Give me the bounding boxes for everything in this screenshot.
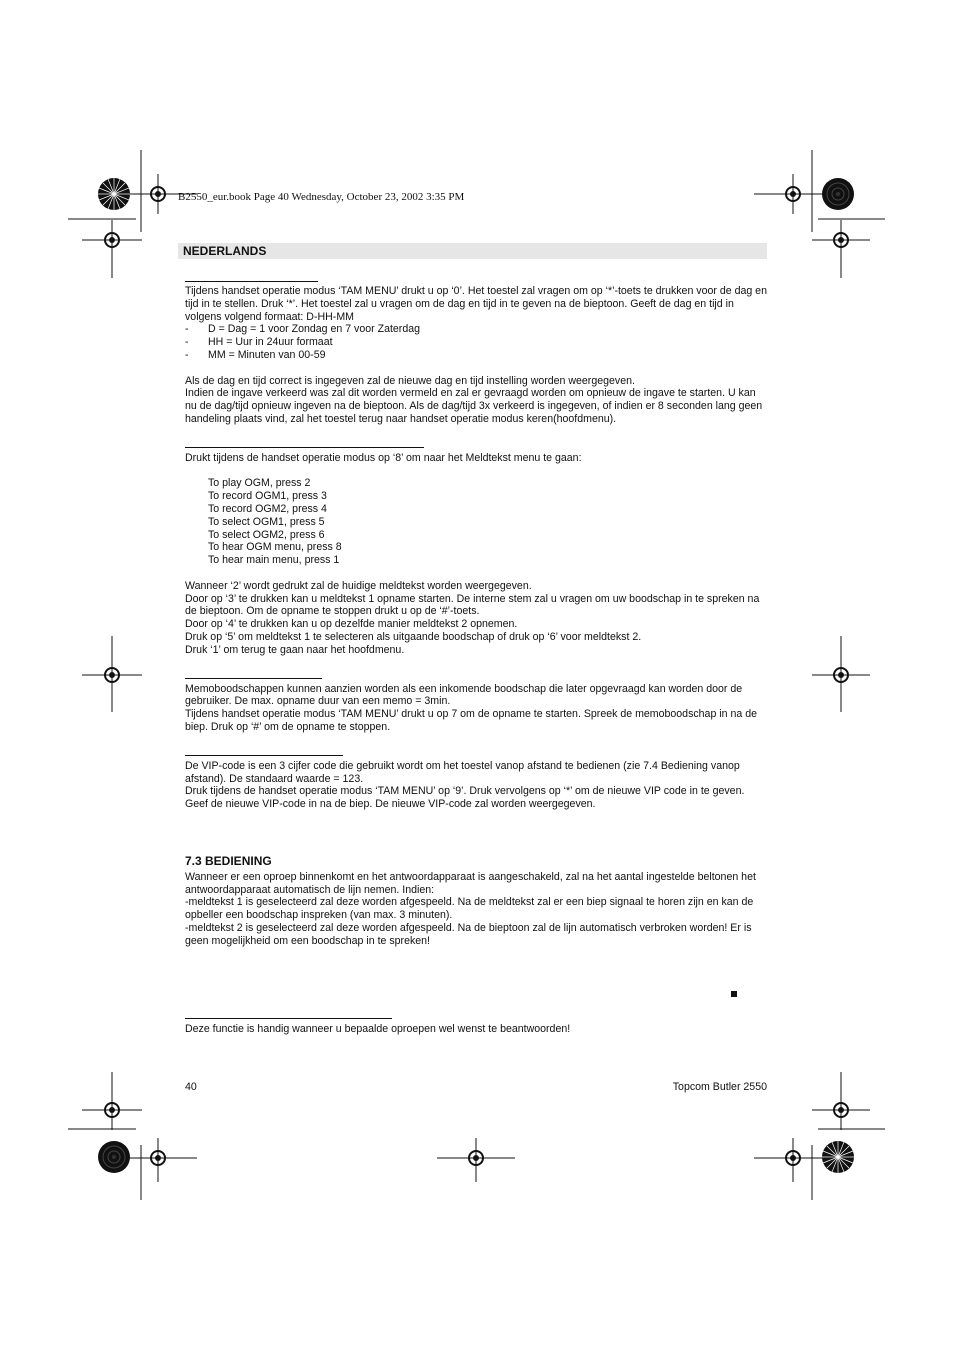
- ogm-paragraph: Door op ‘3’ te drukken kan u meldtekst 1 opname starten. De interne stem zal u vragen om uw boodschap in te spreken na de bieptoon. Om de opname te stoppen drukt u op de ‘#’-toets.: [185, 592, 760, 618]
- ogm-menu-item: To record OGM2, press 4: [208, 502, 327, 515]
- section-heading-bediening: 7.3 BEDIENING: [185, 853, 272, 868]
- section-end-marker: [731, 991, 737, 997]
- starburst-bottom-right: [821, 1140, 855, 1174]
- starburst-bottom-left: [97, 1140, 131, 1174]
- starburst-top-right: [821, 177, 855, 211]
- starburst-top-left: [97, 177, 131, 211]
- language-label: NEDERLANDS: [183, 244, 267, 258]
- page-body: [185, 272, 769, 1035]
- memo-paragraph: Tijdens handset operatie modus ‘TAM MENU’ drukt u op 7 om de opname te starten. Spreek de memoboodschap in na de biep. Druk op ‘#’ om de opname te stoppen.: [185, 708, 757, 733]
- list-item-text: D = Dag = 1 voor Zondag en 7 voor Zaterdag: [208, 323, 421, 336]
- section-rule-date-time: [185, 281, 318, 282]
- ogm-menu-item: To select OGM1, press 5: [208, 515, 325, 528]
- ogm-paragraph: Druk ‘1’ om terug te gaan naar het hoofdmenu.: [185, 643, 405, 656]
- vip-paragraph: Druk tijdens de handset operatie modus ‘TAM MENU’ op ‘9’. Druk vervolgens op ‘*’ om de nieuwe VIP code in te geven. Geef de nieuwe VIP-code in na de biep. De nieuwe VIP-code zal worden weergegeven.: [185, 785, 745, 811]
- print-header-file-info: B2550_eur.book Page 40 Wednesday, October 23, 2002 3:35 PM: [178, 191, 465, 203]
- ogm-menu-item: To play OGM, press 2: [208, 477, 311, 490]
- last-note: Deze functie is handig wanneer u bepaalde oproepen wel wenst te beantwoorden!: [185, 1022, 571, 1035]
- product-name: Topcom Butler 2550: [672, 1081, 767, 1093]
- ogm-paragraph: Druk op ‘5’ om meldtekst 1 te selecteren als uitgaande boodschap of druk op ‘6’ voor meldtekst 2.: [185, 630, 642, 643]
- ogm-intro: Drukt tijdens de handset operatie modus op ‘8’ om naar het Meldtekst menu te gaan:: [185, 451, 582, 464]
- ogm-menu-item: To select OGM2, press 6: [208, 528, 325, 541]
- section-rule-ogm: [185, 447, 424, 448]
- list-item-text: HH = Uur in 24uur formaat: [208, 336, 333, 349]
- ogm-menu-item: To record OGM1, press 3: [208, 490, 327, 503]
- bediening-paragraph: -meldtekst 2 is geselecteerd zal deze worden afgespeeld. Na de bieptoon zal de lijn automatisch verbroken worden! Er is geen mogelijkheid om een boodschap in te spreken!: [185, 922, 752, 947]
- section-rule-memo: [185, 678, 322, 679]
- ogm-menu-item: To hear OGM menu, press 8: [208, 541, 342, 554]
- bediening-paragraph: Wanneer er een oproep binnenkomt en het antwoordapparaat is aangeschakeld, zal na het aantal ingestelde beltonen het antwoordapparaat automatisch de lijn nemen. Indien:: [185, 870, 756, 896]
- section-rule-last: [185, 1018, 392, 1019]
- list-item: - MM = Minuten van 00-59: [185, 348, 326, 361]
- ogm-paragraph: Wanneer ‘2’ wordt gedrukt zal de huidige meldtekst worden weergegeven.: [185, 579, 532, 592]
- ogm-menu-item: To hear main menu, press 1: [208, 554, 340, 567]
- date-time-confirm-paragraph: Als de dag en tijd correct is ingegeven zal de nieuwe dag en tijd instelling worden weergegeven.: [185, 374, 635, 387]
- memo-paragraph: Memoboodschappen kunnen aanzien worden als een inkomende boodschap die later opgevraagd kan worden door de gebruiker. De max. opname duur van een memo = 3min.: [185, 682, 743, 708]
- date-time-paragraph: Tijdens handset operatie modus ‘TAM MENU’ drukt u op ‘0’. Het toestel zal vragen om op ‘*’-toets te drukken voor de dag en tijd in te stellen. Druk ‘*’. Het toestel zal u vragen om de dag en tijd in te geven na de bieptoon. Geeft de dag en tijd in volgens volgend formaat: D-HH-MM: [185, 285, 767, 323]
- date-time-error-paragraph: Indien de ingave verkeerd was zal dit worden vermeld en zal er gevraagd worden om opnieuw de ingave te starten. U kan nu de dag/tijd opnieuw ingeven na de bieptoon. Als de dag/tijd 3x verkeerd is ingegeven, of indien er 8 seconden lang geen handeling plaats vind, zal het toestel terug naar handset operatie modus keren(hoofdmenu).: [185, 387, 763, 425]
- list-item: - HH = Uur in 24uur formaat: [185, 336, 333, 349]
- list-item-text: MM = Minuten van 00-59: [208, 348, 326, 361]
- bediening-paragraph: -meldtekst 1 is geselecteerd zal deze worden afgespeeld. Na de meldtekst zal er een biep signaal te horen zijn en kan de opbeller een boodschap inspreken (van max. 3 minuten).: [185, 896, 754, 922]
- vip-paragraph: De VIP-code is een 3 cijfer code die gebruikt wordt om het toestel vanop afstand te bedienen (zie 7.4 Bediening vanop afstand). De standaard waarde = 123.: [185, 759, 740, 785]
- language-header-bar: [178, 243, 767, 259]
- ogm-paragraph: Door op ‘4’ te drukken kan u op dezelfde manier meldtekst 2 opnemen.: [185, 618, 518, 631]
- list-item: - D = Dag = 1 voor Zondag en 7 voor Zaterdag: [185, 323, 421, 336]
- page-number: 40: [185, 1081, 197, 1093]
- section-rule-vip: [185, 755, 343, 756]
